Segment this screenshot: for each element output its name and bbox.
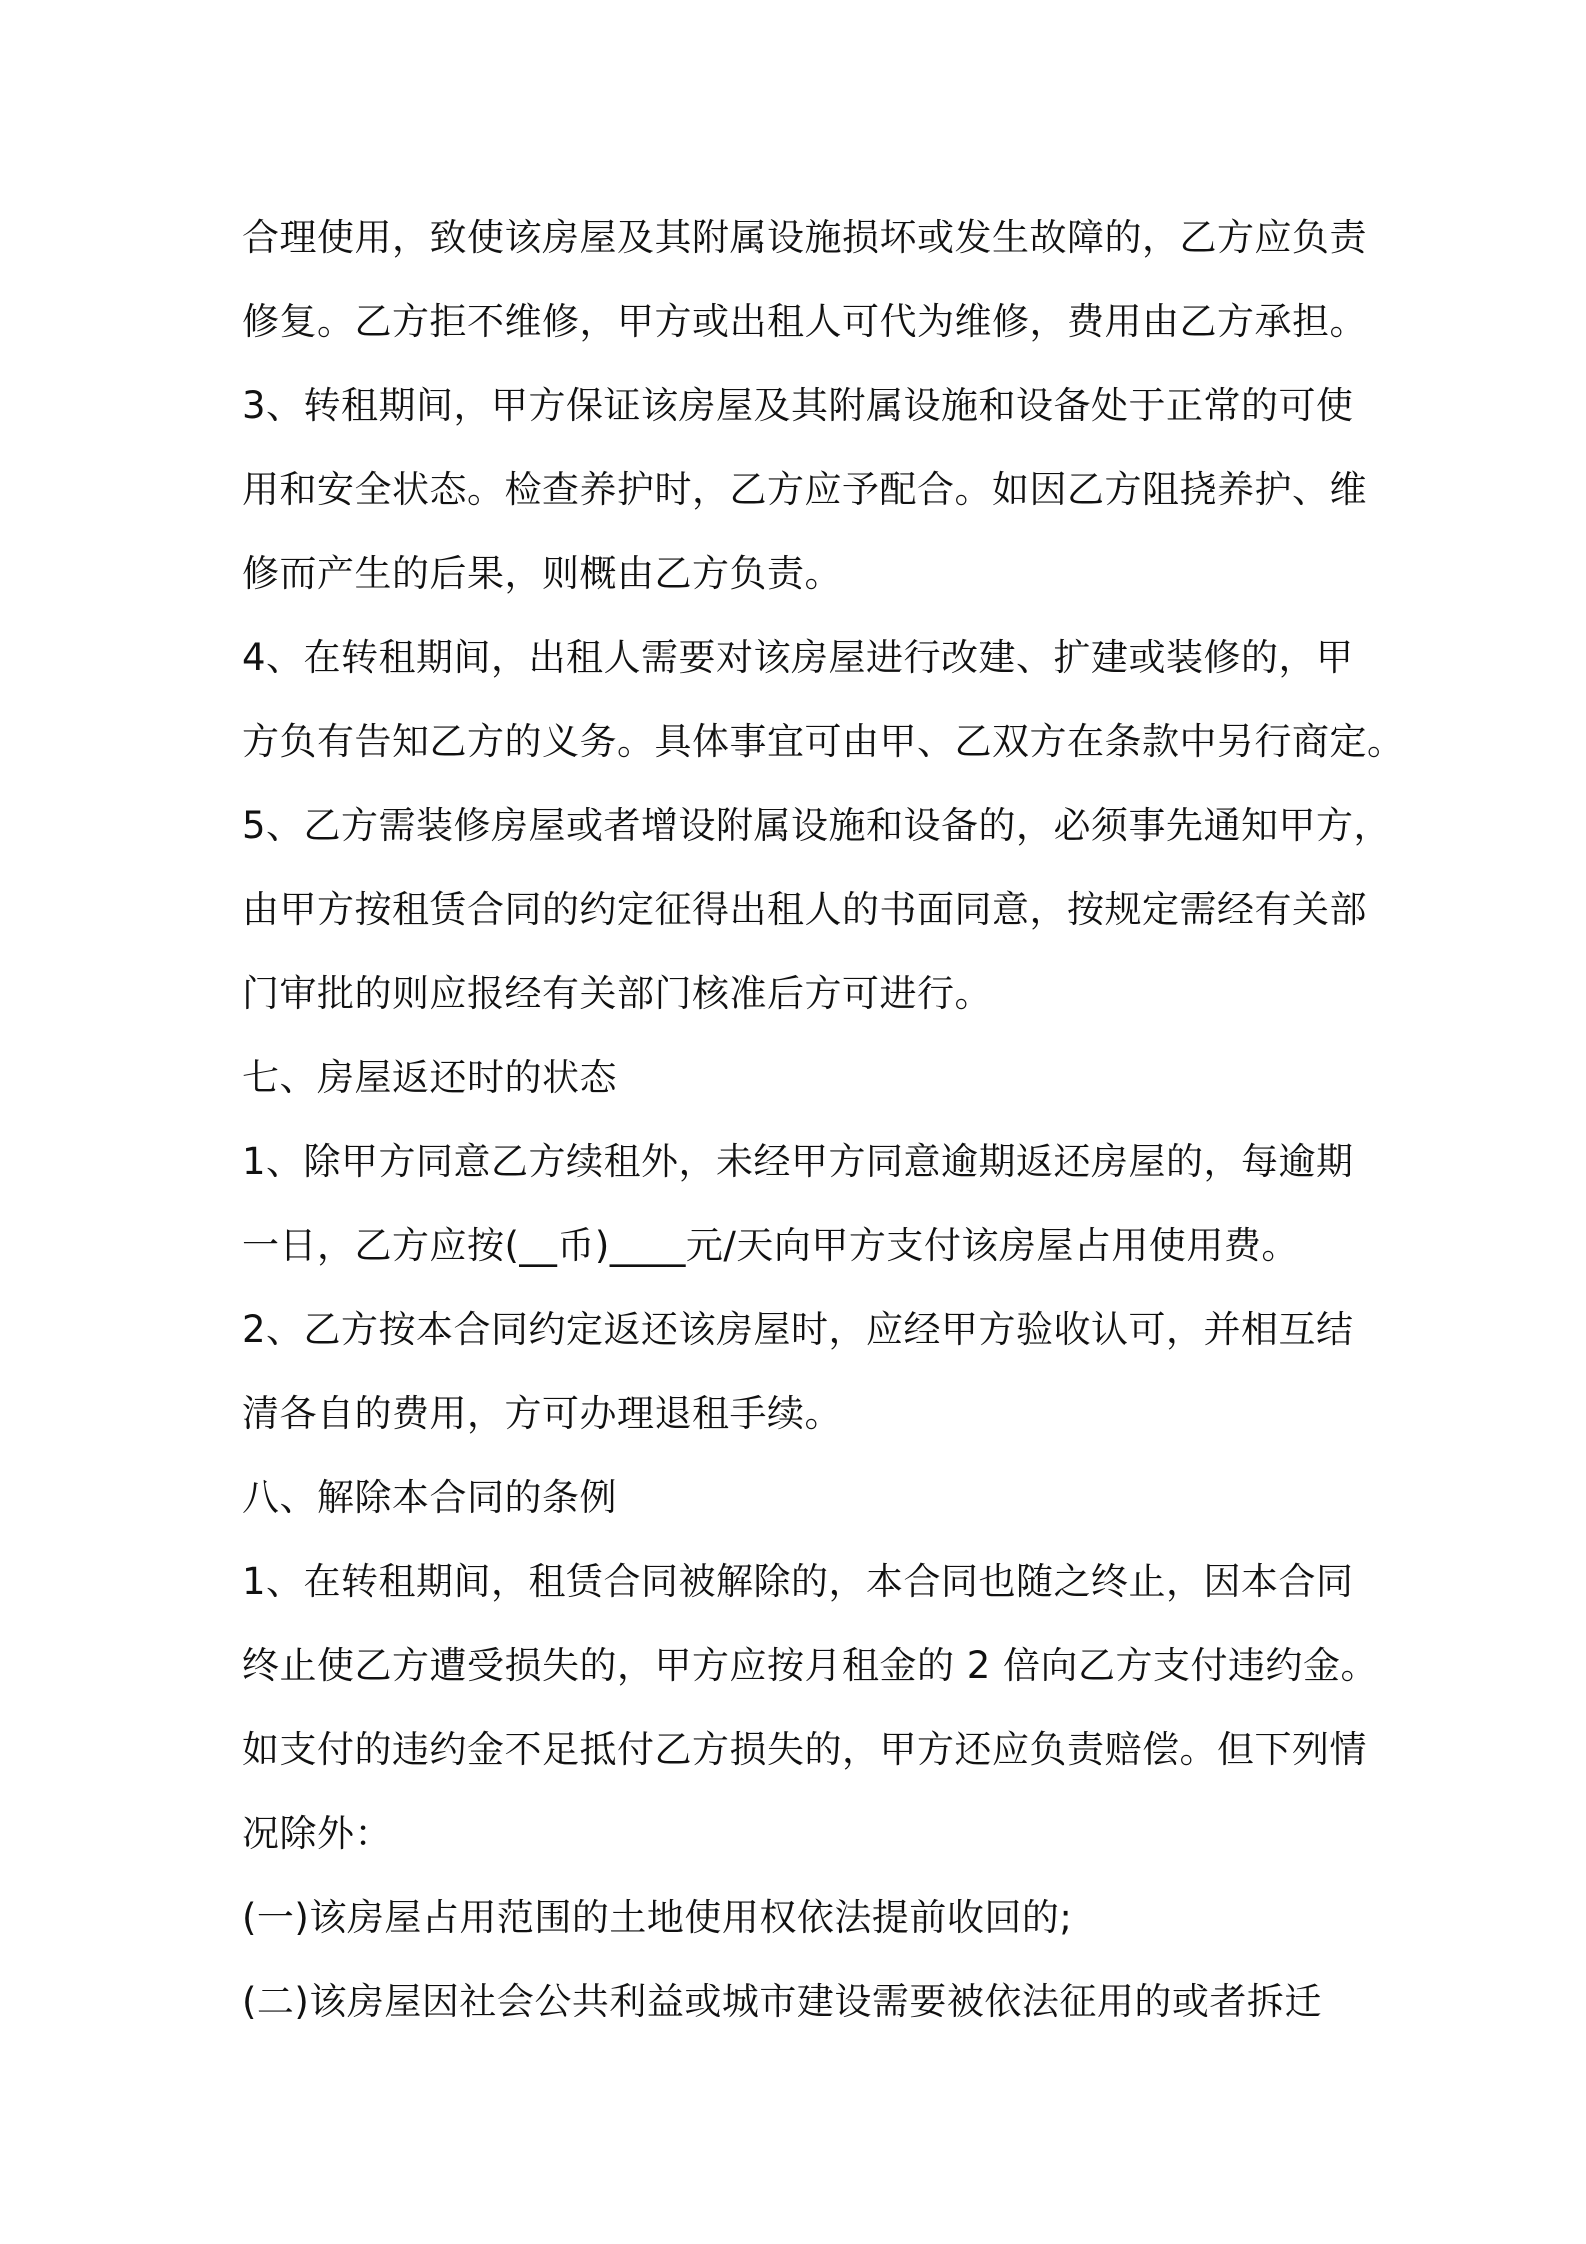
document-body — [242, 196, 1405, 2044]
text-line: 2、乙方按本合同约定返还该房屋时，应经甲方验收认可，并相互结 — [242, 1308, 1354, 1351]
text-line: 4、在转租期间，出租人需要对该房屋进行改建、扩建或装修的，甲 — [242, 636, 1354, 679]
text-line: 一日，乙方应按(__币)____元/天向甲方支付该房屋占用使用费。 — [242, 1224, 1299, 1267]
text-line: 修而产生的后果，则概由乙方负责。 — [242, 552, 842, 595]
text-line: 合理使用，致使该房屋及其附属设施损坏或发生故障的，乙方应负责 — [242, 216, 1367, 259]
text-line: 况除外： — [242, 1812, 392, 1855]
text-line: 1、除甲方同意乙方续租外，未经甲方同意逾期返还房屋的，每逾期 — [242, 1140, 1354, 1183]
text-line: 如支付的违约金不足抵付乙方损失的，甲方还应负责赔偿。但下列情 — [242, 1728, 1367, 1771]
section-heading: 七、房屋返还时的状态 — [242, 1056, 617, 1099]
text-line: 用和安全状态。检查养护时，乙方应予配合。如因乙方阻挠养护、维 — [242, 468, 1367, 511]
text-line: 1、在转租期间，租赁合同被解除的，本合同也随之终止，因本合同 — [242, 1560, 1354, 1603]
section-heading: 八、解除本合同的条例 — [242, 1476, 617, 1519]
text-line: 5、乙方需装修房屋或者增设附属设施和设备的，必须事先通知甲方， — [242, 804, 1392, 847]
text-line: (二)该房屋因社会公共利益或城市建设需要被依法征用的或者拆迁 — [242, 1980, 1322, 2023]
text-line: 修复。乙方拒不维修，甲方或出租人可代为维修，费用由乙方承担。 — [242, 300, 1367, 343]
text-line: 由甲方按租赁合同的约定征得出租人的书面同意，按规定需经有关部 — [242, 888, 1367, 931]
text-line: (一)该房屋占用范围的土地使用权依法提前收回的; — [242, 1896, 1073, 1939]
text-line: 方负有告知乙方的义务。具体事宜可由甲、乙双方在条款中另行商定。 — [242, 720, 1405, 763]
text-line: 清各自的费用，方可办理退租手续。 — [242, 1392, 842, 1435]
text-line: 终止使乙方遭受损失的，甲方应按月租金的 2 倍向乙方支付违约金。 — [242, 1644, 1379, 1687]
text-line: 3、转租期间，甲方保证该房屋及其附属设施和设备处于正常的可使 — [242, 384, 1354, 427]
text-line: 门审批的则应报经有关部门核准后方可进行。 — [242, 972, 992, 1015]
